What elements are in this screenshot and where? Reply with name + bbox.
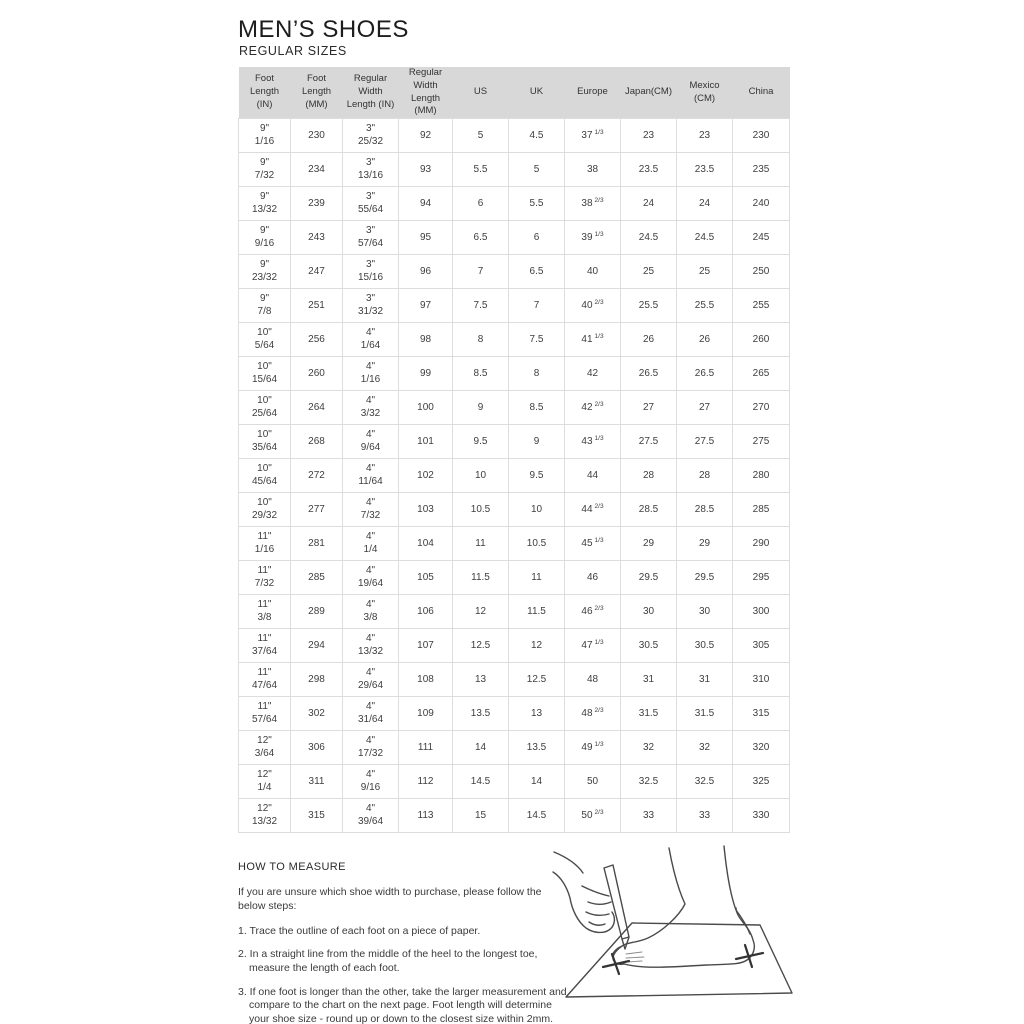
table-row [239, 561, 790, 595]
table-row [239, 459, 790, 493]
cell-fraction: 9" 1/16 [239, 119, 291, 153]
cell-fraction: 3" 31/32 [343, 289, 399, 323]
cell-europe: 42 [565, 357, 621, 391]
cell: 325 [733, 765, 790, 799]
column-header: Foot Length (IN) [239, 67, 291, 119]
cell: 28 [677, 459, 733, 493]
cell: 109 [399, 697, 453, 731]
cell-fraction: 4" 3/8 [343, 595, 399, 629]
cell: 9.5 [509, 459, 565, 493]
cell: 11.5 [453, 561, 509, 595]
cell-fraction: 11" 3/8 [239, 595, 291, 629]
cell-fraction: 11" 7/32 [239, 561, 291, 595]
cell-europe: 42 $^{2/3}$ [565, 391, 621, 425]
cell-europe: 38 [565, 153, 621, 187]
cell-fraction: 10" 45/64 [239, 459, 291, 493]
cell-fraction: 3" 25/32 [343, 119, 399, 153]
page-title: MEN’S SHOES [238, 16, 409, 43]
cell: 256 [291, 323, 343, 357]
cell: 28.5 [677, 493, 733, 527]
cell-fraction: 4" 39/64 [343, 799, 399, 833]
cell: 30 [621, 595, 677, 629]
cell: 23.5 [677, 153, 733, 187]
cell: 107 [399, 629, 453, 663]
cell: 264 [291, 391, 343, 425]
table-row [239, 799, 790, 833]
cell: 31 [677, 663, 733, 697]
cell: 108 [399, 663, 453, 697]
column-header: Foot Length (MM) [291, 67, 343, 119]
cell: 285 [291, 561, 343, 595]
cell: 24.5 [677, 221, 733, 255]
cell-europe: 44 $^{2/3}$ [565, 493, 621, 527]
cell: 6 [509, 221, 565, 255]
cell-fraction: 4" 13/32 [343, 629, 399, 663]
finger-line-2 [586, 912, 609, 915]
table-row [239, 629, 790, 663]
table-row [239, 255, 790, 289]
cell: 4.5 [509, 119, 565, 153]
cell: 239 [291, 187, 343, 221]
cell: 235 [733, 153, 790, 187]
cell: 100 [399, 391, 453, 425]
cell: 275 [733, 425, 790, 459]
cell-fraction: 9" 13/32 [239, 187, 291, 221]
cell: 240 [733, 187, 790, 221]
cell: 5.5 [509, 187, 565, 221]
cell: 14 [453, 731, 509, 765]
cell: 9 [453, 391, 509, 425]
cell: 25.5 [677, 289, 733, 323]
cell: 8.5 [509, 391, 565, 425]
how-to-measure-section [238, 860, 568, 1024]
cell: 99 [399, 357, 453, 391]
table-row [239, 765, 790, 799]
cell: 298 [291, 663, 343, 697]
cell: 25 [677, 255, 733, 289]
cell-europe: 48 [565, 663, 621, 697]
cell-fraction: 10" 5/64 [239, 323, 291, 357]
cell: 27.5 [677, 425, 733, 459]
foot-tracing-icon [552, 842, 807, 1022]
cell: 305 [733, 629, 790, 663]
cell: 285 [733, 493, 790, 527]
cell: 289 [291, 595, 343, 629]
cell: 13 [509, 697, 565, 731]
cell: 102 [399, 459, 453, 493]
cell: 98 [399, 323, 453, 357]
column-header: Mexico (CM) [677, 67, 733, 119]
cell-fraction: 11" 57/64 [239, 697, 291, 731]
cell: 255 [733, 289, 790, 323]
table-row [239, 663, 790, 697]
cell: 14.5 [509, 799, 565, 833]
how-to-measure-step-2: 2. In a straight line from the middle of the heel to the longest toe, measure the length of each foot. [238, 948, 538, 974]
column-header: China [733, 67, 790, 119]
cell: 9 [509, 425, 565, 459]
cell: 26.5 [677, 357, 733, 391]
cell: 25.5 [621, 289, 677, 323]
column-header: Regular Width Length (IN) [343, 67, 399, 119]
cell: 7.5 [453, 289, 509, 323]
column-header: UK [509, 67, 565, 119]
column-header: Japan(CM) [621, 67, 677, 119]
cell-fraction: 10" 25/64 [239, 391, 291, 425]
cell-europe: 38 $^{2/3}$ [565, 187, 621, 221]
cell: 272 [291, 459, 343, 493]
cell-fraction: 4" 19/64 [343, 561, 399, 595]
cell: 29.5 [621, 561, 677, 595]
cell: 14.5 [453, 765, 509, 799]
table-row [239, 425, 790, 459]
table-row [239, 187, 790, 221]
cell: 315 [733, 697, 790, 731]
finger-line-3 [589, 922, 605, 925]
cell: 251 [291, 289, 343, 323]
cell: 5 [453, 119, 509, 153]
cell: 12 [509, 629, 565, 663]
leg-back-line [724, 846, 750, 934]
cell: 25 [621, 255, 677, 289]
cell: 26 [677, 323, 733, 357]
cell-europe: 46 $^{2/3}$ [565, 595, 621, 629]
table-row [239, 357, 790, 391]
cell-fraction: 10" 29/32 [239, 493, 291, 527]
cell: 260 [733, 323, 790, 357]
cell-fraction: 11" 47/64 [239, 663, 291, 697]
cell: 32 [677, 731, 733, 765]
cell-fraction: 11" 1/16 [239, 527, 291, 561]
cell-fraction: 4" 1/16 [343, 357, 399, 391]
cell-europe: 45 $^{1/3}$ [565, 527, 621, 561]
cell: 277 [291, 493, 343, 527]
cell: 311 [291, 765, 343, 799]
cell: 10.5 [509, 527, 565, 561]
table-row [239, 289, 790, 323]
cell: 33 [621, 799, 677, 833]
cell-fraction: 9" 9/16 [239, 221, 291, 255]
cell: 23 [677, 119, 733, 153]
pencil-body [604, 865, 629, 939]
cell-fraction: 4" 9/16 [343, 765, 399, 799]
cell: 93 [399, 153, 453, 187]
cell: 97 [399, 289, 453, 323]
cell-europe: 50 $^{2/3}$ [565, 799, 621, 833]
cell-fraction: 3" 55/64 [343, 187, 399, 221]
cell: 320 [733, 731, 790, 765]
cell: 113 [399, 799, 453, 833]
cell: 11 [509, 561, 565, 595]
cell: 28 [621, 459, 677, 493]
cell: 15 [453, 799, 509, 833]
cell-fraction: 12" 1/4 [239, 765, 291, 799]
cell-fraction: 12" 3/64 [239, 731, 291, 765]
cell: 5 [509, 153, 565, 187]
page-subtitle: REGULAR SIZES [239, 44, 347, 58]
cell: 103 [399, 493, 453, 527]
cell: 8.5 [453, 357, 509, 391]
cell-fraction: 3" 57/64 [343, 221, 399, 255]
cell: 111 [399, 731, 453, 765]
cell: 30.5 [677, 629, 733, 663]
cell: 24 [621, 187, 677, 221]
cell: 12.5 [509, 663, 565, 697]
finger-line-1 [588, 902, 611, 904]
cell-europe: 44 [565, 459, 621, 493]
cell: 101 [399, 425, 453, 459]
cell: 230 [291, 119, 343, 153]
cell: 14 [509, 765, 565, 799]
cell: 27 [621, 391, 677, 425]
cell: 27.5 [621, 425, 677, 459]
cell: 10 [453, 459, 509, 493]
table-row [239, 153, 790, 187]
cell: 281 [291, 527, 343, 561]
cell: 95 [399, 221, 453, 255]
cell-europe: 40 [565, 255, 621, 289]
cell: 230 [733, 119, 790, 153]
cell: 112 [399, 765, 453, 799]
cell-fraction: 4" 7/32 [343, 493, 399, 527]
cell: 243 [291, 221, 343, 255]
table-row [239, 595, 790, 629]
cell: 94 [399, 187, 453, 221]
column-header: Europe [565, 67, 621, 119]
cell: 96 [399, 255, 453, 289]
cell-fraction: 12" 13/32 [239, 799, 291, 833]
cell-fraction: 4" 11/64 [343, 459, 399, 493]
how-to-measure-step-1: 1. Trace the outline of each foot on a piece of paper. [238, 924, 481, 937]
cell: 10.5 [453, 493, 509, 527]
cell-fraction: 11" 37/64 [239, 629, 291, 663]
cell-europe: 40 $^{2/3}$ [565, 289, 621, 323]
cell: 12 [453, 595, 509, 629]
cell: 12.5 [453, 629, 509, 663]
cell-fraction: 4" 29/64 [343, 663, 399, 697]
cell: 92 [399, 119, 453, 153]
size-table [238, 67, 789, 833]
cell-fraction: 4" 1/64 [343, 323, 399, 357]
foot-tracing-illustration [552, 842, 807, 1022]
cell: 247 [291, 255, 343, 289]
table-row [239, 697, 790, 731]
cell-fraction: 9" 7/8 [239, 289, 291, 323]
cell: 29 [677, 527, 733, 561]
cell: 10 [509, 493, 565, 527]
table-row [239, 731, 790, 765]
cell: 260 [291, 357, 343, 391]
cell-europe: 39 $^{1/3}$ [565, 221, 621, 255]
cell: 6.5 [453, 221, 509, 255]
cell: 106 [399, 595, 453, 629]
cell: 32 [621, 731, 677, 765]
cell: 290 [733, 527, 790, 561]
cell: 234 [291, 153, 343, 187]
cell-fraction: 4" 1/4 [343, 527, 399, 561]
cell-fraction: 10" 35/64 [239, 425, 291, 459]
cell-fraction: 4" 9/64 [343, 425, 399, 459]
cell: 31.5 [677, 697, 733, 731]
cell-fraction: 9" 7/32 [239, 153, 291, 187]
cell-fraction: 3" 15/16 [343, 255, 399, 289]
cell: 32.5 [621, 765, 677, 799]
cell: 105 [399, 561, 453, 595]
cell: 295 [733, 561, 790, 595]
table-row [239, 493, 790, 527]
cell: 7 [453, 255, 509, 289]
cell-europe: 37 $^{1/3}$ [565, 119, 621, 153]
cell-europe: 48 $^{2/3}$ [565, 697, 621, 731]
cell: 29 [621, 527, 677, 561]
cell-europe: 43 $^{1/3}$ [565, 425, 621, 459]
cell: 26 [621, 323, 677, 357]
cell: 250 [733, 255, 790, 289]
paper-outline [566, 923, 792, 997]
cell: 302 [291, 697, 343, 731]
cell: 306 [291, 731, 343, 765]
cell: 6.5 [509, 255, 565, 289]
cell: 13.5 [509, 731, 565, 765]
table-row [239, 119, 790, 153]
cell-europe: 49 $^{1/3}$ [565, 731, 621, 765]
cell-fraction: 4" 31/64 [343, 697, 399, 731]
cell: 13 [453, 663, 509, 697]
cell-fraction: 3" 13/16 [343, 153, 399, 187]
cell: 294 [291, 629, 343, 663]
cell: 270 [733, 391, 790, 425]
cell: 29.5 [677, 561, 733, 595]
cell: 7.5 [509, 323, 565, 357]
how-to-measure-step-3: 3. If one foot is longer than the other, take the larger measurement and compare to the chart on the next page. Foot length will determine your shoe size - round up or down to the closest size within 2mm. [238, 985, 567, 1024]
how-to-measure-intro: If you are unsure which shoe width to purchase, please follow the below steps: [238, 886, 542, 912]
cell-europe: 47 $^{1/3}$ [565, 629, 621, 663]
cell-fraction: 10" 15/64 [239, 357, 291, 391]
cell: 32.5 [677, 765, 733, 799]
cell: 27 [677, 391, 733, 425]
cell: 31 [621, 663, 677, 697]
cell: 30 [677, 595, 733, 629]
cell: 300 [733, 595, 790, 629]
table-row [239, 221, 790, 255]
cell-fraction: 4" 17/32 [343, 731, 399, 765]
cell: 280 [733, 459, 790, 493]
cell: 30.5 [621, 629, 677, 663]
column-header: US [453, 67, 509, 119]
hand-wrist-line [554, 852, 583, 873]
table-row [239, 527, 790, 561]
cell: 6 [453, 187, 509, 221]
cell: 23 [621, 119, 677, 153]
cell: 31.5 [621, 697, 677, 731]
column-header: Regular Width Length (MM) [399, 67, 453, 119]
cell: 104 [399, 527, 453, 561]
table-row [239, 391, 790, 425]
cell: 23.5 [621, 153, 677, 187]
cell: 13.5 [453, 697, 509, 731]
cell-fraction: 4" 3/32 [343, 391, 399, 425]
cell: 268 [291, 425, 343, 459]
cell: 24 [677, 187, 733, 221]
cell: 11 [453, 527, 509, 561]
cell: 310 [733, 663, 790, 697]
cell: 8 [509, 357, 565, 391]
cell: 33 [677, 799, 733, 833]
cell: 5.5 [453, 153, 509, 187]
cell-europe: 46 [565, 561, 621, 595]
cell: 11.5 [509, 595, 565, 629]
cell-europe: 50 [565, 765, 621, 799]
cell: 26.5 [621, 357, 677, 391]
cell: 315 [291, 799, 343, 833]
cell: 245 [733, 221, 790, 255]
cell: 265 [733, 357, 790, 391]
table-header-row [239, 67, 790, 119]
cell: 28.5 [621, 493, 677, 527]
thumb-line [582, 886, 609, 896]
cell-europe: 41 $^{1/3}$ [565, 323, 621, 357]
cell: 24.5 [621, 221, 677, 255]
cell: 330 [733, 799, 790, 833]
cell-fraction: 9" 23/32 [239, 255, 291, 289]
table-row [239, 323, 790, 357]
cell: 8 [453, 323, 509, 357]
cell: 9.5 [453, 425, 509, 459]
how-to-measure-heading: HOW TO MEASURE [238, 861, 346, 873]
cell: 7 [509, 289, 565, 323]
